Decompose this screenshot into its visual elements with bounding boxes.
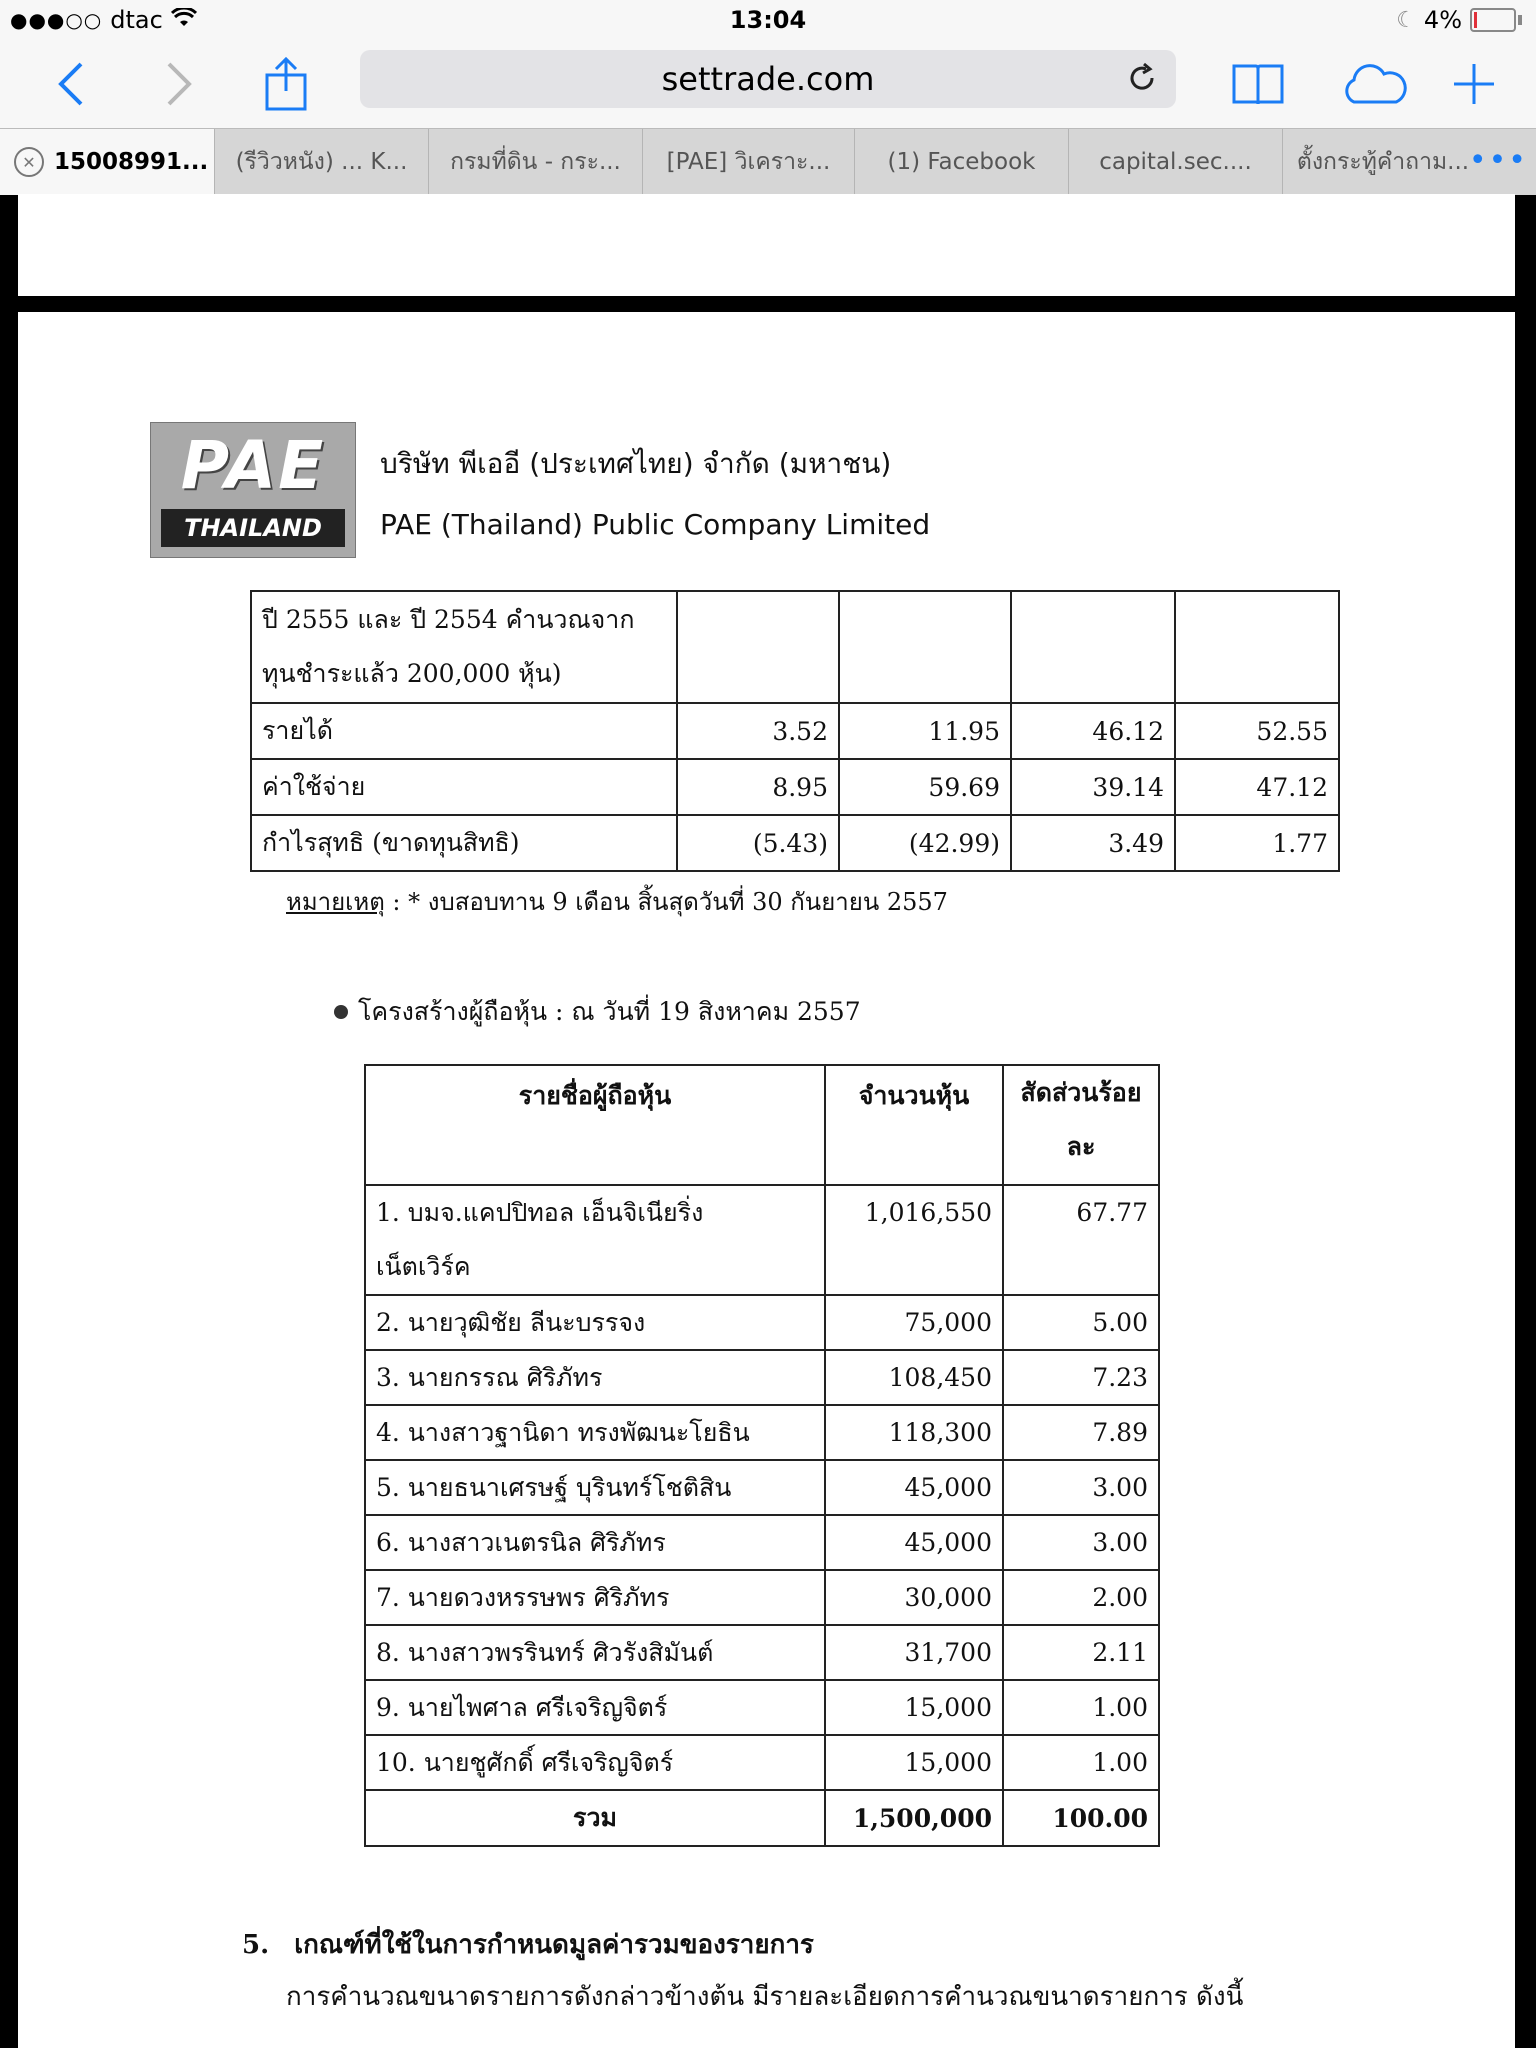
table-row bbox=[365, 1515, 1159, 1570]
tab-label: กรมที่ดิน - กระ... bbox=[450, 149, 621, 175]
tab-label: (1) Facebook bbox=[887, 149, 1036, 175]
value-cell: 11.95 bbox=[839, 703, 1011, 759]
row-label: ค่าใช้จ่าย bbox=[251, 759, 677, 815]
percent-cell: 7.23 bbox=[1003, 1350, 1159, 1405]
tab-4[interactable] bbox=[643, 129, 855, 195]
tab-5[interactable] bbox=[855, 129, 1069, 195]
shareholder-table bbox=[364, 1064, 1160, 1847]
shares-cell: 45,000 bbox=[825, 1460, 1003, 1515]
table-row bbox=[251, 703, 1339, 759]
carrier-name: dtac bbox=[110, 6, 163, 34]
shares-cell: 30,000 bbox=[825, 1570, 1003, 1625]
shares-cell: 108,450 bbox=[825, 1350, 1003, 1405]
note-text: : * งบสอบทาน 9 เดือน สิ้นสุดวันที่ 30 กันยายน 2557 bbox=[384, 888, 948, 916]
book-icon bbox=[1232, 62, 1284, 106]
status-bar bbox=[0, 0, 1536, 40]
safari-toolbar bbox=[0, 44, 1536, 128]
percent-cell: 67.77 bbox=[1003, 1185, 1159, 1295]
forward-button[interactable] bbox=[148, 52, 212, 116]
empty-cell bbox=[1011, 591, 1175, 703]
col-header-percent bbox=[1003, 1065, 1159, 1185]
pae-logo bbox=[150, 422, 356, 558]
tab-1[interactable] bbox=[0, 129, 215, 195]
bullet-icon bbox=[334, 1005, 348, 1019]
tab-3[interactable] bbox=[429, 129, 643, 195]
empty-cell bbox=[1175, 591, 1339, 703]
name-cell: 2. นายวุฒิชัย ลีนะบรรจง bbox=[365, 1295, 825, 1350]
percent-cell: 2.00 bbox=[1003, 1570, 1159, 1625]
reload-icon bbox=[1126, 62, 1158, 94]
note-label: หมายเหตุ bbox=[286, 888, 385, 916]
row-label: กำไรสุทธิ (ขาดทุนสิทธิ) bbox=[251, 815, 677, 871]
cloud-icon bbox=[1338, 62, 1408, 106]
chevron-left-icon bbox=[55, 61, 85, 107]
value-cell: 8.95 bbox=[677, 759, 839, 815]
table-row bbox=[251, 759, 1339, 815]
name-cell: 3. นายกรรณ ศิริภัทร bbox=[365, 1350, 825, 1405]
section-number: 5. bbox=[242, 1930, 270, 1960]
heading-text: โครงสร้างผู้ถือหุ้น : ณ วันที่ 19 สิงหาคม 2557 bbox=[358, 997, 861, 1026]
value-cell: (42.99) bbox=[839, 815, 1011, 871]
tab-label: ตั้งกระทู้คำถาม... bbox=[1296, 149, 1470, 175]
value-cell: 47.12 bbox=[1175, 759, 1339, 815]
table-row bbox=[251, 815, 1339, 871]
total-row bbox=[365, 1790, 1159, 1846]
value-cell: 39.14 bbox=[1011, 759, 1175, 815]
percent-cell: 3.00 bbox=[1003, 1460, 1159, 1515]
name-cell bbox=[365, 1185, 825, 1295]
percent-cell: 3.00 bbox=[1003, 1515, 1159, 1570]
value-cell: (5.43) bbox=[677, 815, 839, 871]
shares-cell: 75,000 bbox=[825, 1295, 1003, 1350]
name-cell: 10. นายชูศักดิ์ ศรีเจริญจิตร์ bbox=[365, 1735, 825, 1790]
percent-cell: 1.00 bbox=[1003, 1735, 1159, 1790]
chevron-right-icon bbox=[165, 61, 195, 107]
table-row bbox=[365, 1460, 1159, 1515]
url-text: settrade.com bbox=[661, 60, 875, 98]
shareholder-heading bbox=[334, 992, 861, 1032]
value-cell: 52.55 bbox=[1175, 703, 1339, 759]
tab-2[interactable] bbox=[215, 129, 429, 195]
company-name-thai: บริษัท พีเออี (ประเทศไทย) จำกัด (มหาชน) bbox=[380, 447, 892, 480]
shares-cell: 31,700 bbox=[825, 1625, 1003, 1680]
footnote bbox=[286, 882, 948, 921]
bookmarks-button[interactable] bbox=[1226, 52, 1290, 116]
signal-strength: ●●●○○ bbox=[10, 8, 103, 32]
col-header-name: รายชื่อผู้ถือหุ้น bbox=[365, 1065, 825, 1185]
browser-chrome bbox=[0, 0, 1536, 194]
plus-icon bbox=[1452, 62, 1496, 106]
header-line: ทุนชำระแล้ว 200,000 หุ้น) bbox=[262, 659, 562, 688]
clock: 13:04 bbox=[729, 6, 807, 34]
header-line: ละ bbox=[1066, 1132, 1096, 1161]
table-row bbox=[365, 1185, 1159, 1295]
value-cell: 1.77 bbox=[1175, 815, 1339, 871]
battery-percent: 4% bbox=[1423, 6, 1462, 34]
header-line: ปี 2555 และ ปี 2554 คำนวณจาก bbox=[262, 605, 635, 634]
share-button[interactable] bbox=[254, 52, 318, 116]
table-row bbox=[365, 1295, 1159, 1350]
icloud-tabs-button[interactable] bbox=[1336, 52, 1410, 116]
col-header-shares: จำนวนหุ้น bbox=[825, 1065, 1003, 1185]
table-header-cell bbox=[251, 591, 677, 703]
new-tab-button[interactable] bbox=[1442, 52, 1506, 116]
logo-subtext: THAILAND bbox=[161, 509, 345, 547]
share-icon bbox=[264, 57, 308, 111]
table-row bbox=[365, 1405, 1159, 1460]
empty-cell bbox=[839, 591, 1011, 703]
shares-cell: 1,016,550 bbox=[825, 1185, 1003, 1295]
logo-text: PAE bbox=[180, 427, 326, 504]
close-tab-icon[interactable]: ✕ bbox=[14, 147, 44, 177]
more-tabs-button[interactable]: ••• bbox=[1468, 143, 1528, 178]
tab-6[interactable] bbox=[1069, 129, 1283, 195]
shares-cell: 45,000 bbox=[825, 1515, 1003, 1570]
percent-cell: 7.89 bbox=[1003, 1405, 1159, 1460]
table-row bbox=[365, 1735, 1159, 1790]
tab-bar bbox=[0, 128, 1536, 195]
battery-icon bbox=[1470, 8, 1516, 32]
percent-cell: 2.11 bbox=[1003, 1625, 1159, 1680]
total-percent: 100.00 bbox=[1003, 1790, 1159, 1846]
value-cell: 3.49 bbox=[1011, 815, 1175, 871]
percent-cell: 1.00 bbox=[1003, 1680, 1159, 1735]
tab-label: [PAE] วิเคราะ... bbox=[666, 149, 831, 175]
name-line: เน็ตเวิร์ค bbox=[376, 1252, 471, 1281]
name-cell: 6. นางสาวเนตรนิล ศิริภัทร bbox=[365, 1515, 825, 1570]
shares-cell: 118,300 bbox=[825, 1405, 1003, 1460]
document-page bbox=[18, 312, 1515, 2048]
back-button[interactable] bbox=[38, 52, 102, 116]
company-name-english: PAE (Thailand) Public Company Limited bbox=[380, 508, 931, 541]
address-bar[interactable] bbox=[360, 50, 1176, 108]
total-shares: 1,500,000 bbox=[825, 1790, 1003, 1846]
shares-cell: 15,000 bbox=[825, 1735, 1003, 1790]
tab-label: capital.sec.... bbox=[1099, 149, 1252, 175]
total-label: รวม bbox=[365, 1790, 825, 1846]
tab-7[interactable] bbox=[1283, 129, 1483, 195]
percent-cell: 5.00 bbox=[1003, 1295, 1159, 1350]
table-row bbox=[365, 1625, 1159, 1680]
section-5-heading bbox=[242, 1924, 814, 1965]
shares-cell: 15,000 bbox=[825, 1680, 1003, 1735]
previous-page-bottom bbox=[18, 194, 1515, 296]
table-row bbox=[365, 1570, 1159, 1625]
section-5-description: การคำนวณขนาดรายการดังกล่าวข้างต้น มีรายละเอียดการคำนวณขนาดรายการ ดังนี้ bbox=[286, 1982, 1244, 2012]
header-line: สัดส่วนร้อย bbox=[1020, 1078, 1142, 1107]
financial-summary-table bbox=[250, 590, 1340, 872]
value-cell: 46.12 bbox=[1011, 703, 1175, 759]
moon-icon: ☾ bbox=[1396, 7, 1416, 33]
row-label: รายได้ bbox=[251, 703, 677, 759]
tab-label: (รีวิวหนัง) ... K... bbox=[235, 149, 408, 175]
name-cell: 9. นายไพศาล ศรีเจริญจิตร์ bbox=[365, 1680, 825, 1735]
table-row bbox=[365, 1350, 1159, 1405]
value-cell: 3.52 bbox=[677, 703, 839, 759]
tab-label: 15008991... bbox=[54, 149, 209, 175]
battery-tip bbox=[1518, 15, 1522, 25]
name-cell: 5. นายธนาเศรษฐ์ บุรินทร์โชติสิน bbox=[365, 1460, 825, 1515]
section-title: เกณฑ์ที่ใช้ในการกำหนดมูลค่ารวมของรายการ bbox=[294, 1930, 814, 1960]
reload-button[interactable] bbox=[1118, 54, 1166, 102]
name-cell: 7. นายดวงหรรษพร ศิริภัทร bbox=[365, 1570, 825, 1625]
value-cell: 59.69 bbox=[839, 759, 1011, 815]
name-line: 1. บมจ.แคปปิทอล เอ็นจิเนียริ่ง bbox=[376, 1198, 704, 1227]
name-cell: 4. นางสาวฐานิดา ทรงพัฒนะโยธิน bbox=[365, 1405, 825, 1460]
table-row bbox=[365, 1680, 1159, 1735]
empty-cell bbox=[677, 591, 839, 703]
name-cell: 8. นางสาวพรรินทร์ ศิวรังสิมันต์ bbox=[365, 1625, 825, 1680]
